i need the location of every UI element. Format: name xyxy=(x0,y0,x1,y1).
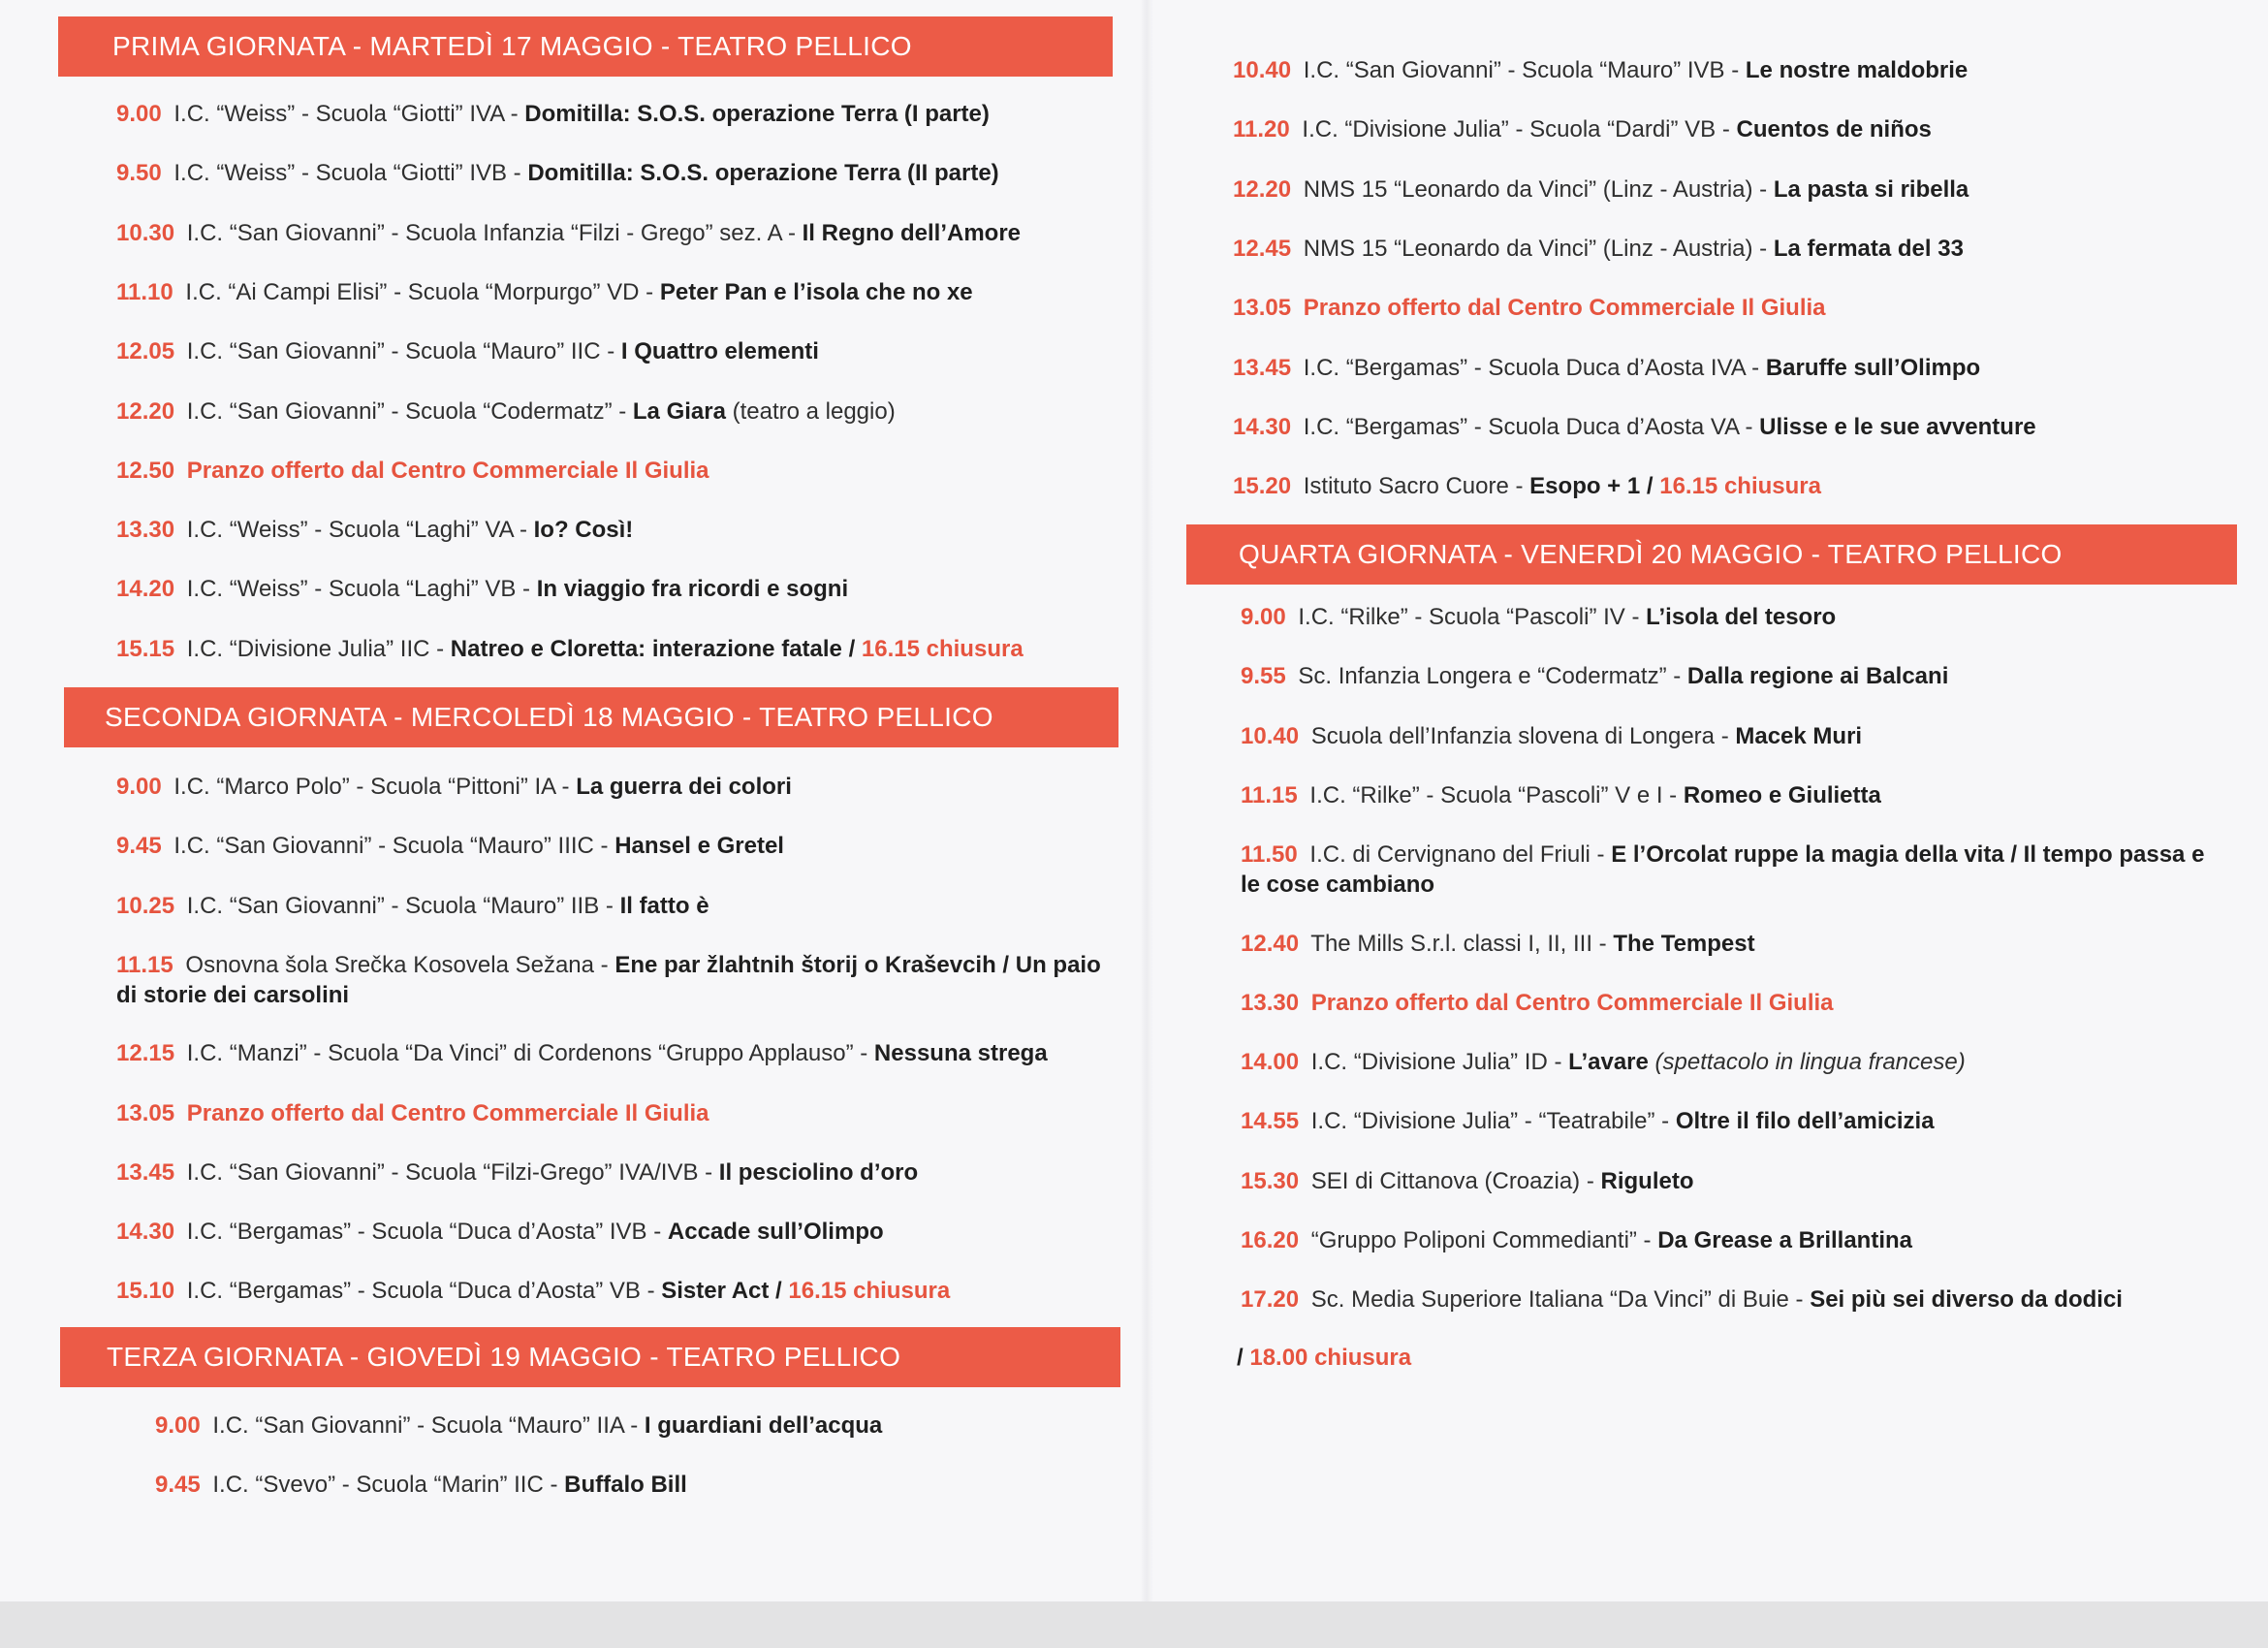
entry-show-title: L’avare xyxy=(1568,1049,1649,1076)
entry-school: I.C. “San Giovanni” - Scuola “Mauro” IIC - xyxy=(186,338,615,365)
entry-time: 12.40 xyxy=(1241,930,1300,957)
program-entry xyxy=(1233,353,1980,383)
program-entry xyxy=(116,891,709,921)
entry-time: 13.45 xyxy=(1233,354,1292,381)
program-entry xyxy=(116,1157,918,1188)
entry-highlight: 16.15 chiusura xyxy=(861,635,1024,662)
entry-show-title: The Tempest xyxy=(1613,930,1755,957)
program-entry xyxy=(1241,1225,1912,1255)
entry-school: I.C. “Bergamas” - Scuola Duca d’Aosta IVA - xyxy=(1303,354,1760,381)
entry-school: “Gruppo Poliponi Commedianti” - xyxy=(1310,1227,1652,1253)
entry-time: 14.00 xyxy=(1241,1049,1300,1076)
entry-time: 12.45 xyxy=(1233,235,1292,262)
entry-school: I.C. “Bergamas” - Scuola Duca d’Aosta VA - xyxy=(1303,413,1753,440)
program-entry xyxy=(116,336,819,366)
program-entry xyxy=(1241,1106,1935,1136)
entry-school: I.C. “San Giovanni” - Scuola “Mauro” IVB - xyxy=(1303,57,1740,83)
entry-time: 12.05 xyxy=(116,338,175,365)
entry-time: 9.55 xyxy=(1241,663,1286,690)
entry-highlight: Pranzo offerto dal Centro Commerciale Il Giulia xyxy=(186,1099,709,1126)
entry-time: 9.00 xyxy=(1241,604,1286,630)
program-entry xyxy=(1233,471,1821,501)
entry-school: I.C. “Weiss” - Scuola “Giotti” IVA - xyxy=(173,101,519,127)
entry-school: I.C. “San Giovanni” - Scuola “Mauro” IIB - xyxy=(186,892,614,919)
entry-school: I.C. “Manzi” - Scuola “Da Vinci” di Cordenons “Gruppo Applauso” - xyxy=(186,1040,868,1067)
program-entry xyxy=(116,772,792,802)
entry-show-title: Romeo e Giulietta xyxy=(1683,781,1881,808)
program-entry xyxy=(116,396,896,427)
entry-time: 10.40 xyxy=(1241,722,1300,749)
entry-school: I.C. “Svevo” - Scuola “Marin” IIC - xyxy=(212,1472,558,1498)
entry-highlight: 16.15 chiusura xyxy=(1659,473,1821,500)
program-entry xyxy=(116,1217,884,1247)
day-4-header xyxy=(1186,524,2237,585)
entry-school: Osnovna šola Srečka Kosovela Sežana - xyxy=(185,951,609,978)
entry-time: 9.45 xyxy=(116,833,162,860)
entry-show-title: Baruffe sull’Olimpo xyxy=(1765,354,1981,381)
entry-school: I.C. “San Giovanni” - Scuola Infanzia “Filzi - Grego” sez. A - xyxy=(186,219,796,246)
day-3-header-text: TERZA GIORNATA - GIOVEDÌ 19 MAGGIO - TEATRO PELLICO xyxy=(107,1342,901,1372)
entry-school: Sc. Media Superiore Italiana “Da Vinci” di Buie - xyxy=(1310,1286,1804,1314)
entry-time: 13.30 xyxy=(1241,989,1300,1016)
day-1-header xyxy=(58,16,1113,77)
entry-show-title: La Giara xyxy=(632,397,726,425)
entry-school: The Mills S.r.l. classi I, II, III - xyxy=(1310,930,1607,957)
entry-time: 13.45 xyxy=(116,1158,175,1186)
entry-time: 9.50 xyxy=(116,160,162,187)
entry-school: I.C. “San Giovanni” - Scuola “Codermatz” - xyxy=(186,397,627,425)
entry-show-title: Peter Pan e l’isola che no xe xyxy=(659,278,973,305)
program-entry xyxy=(1233,55,1968,85)
entry-school: I.C. “Ai Campi Elisi” - Scuola “Morpurgo” VD - xyxy=(185,278,654,305)
entry-school: I.C. “Bergamas” - Scuola “Duca d’Aosta” VB - xyxy=(186,1278,655,1305)
page-fold xyxy=(1140,0,1153,1601)
entry-show-title: Dalla regione ai Balcani xyxy=(1686,663,1949,690)
entry-show-title: Riguleto xyxy=(1600,1167,1694,1194)
entry-note-italic: (spettacolo in lingua francese) xyxy=(1654,1049,1966,1076)
entry-show-title: La pasta si ribella xyxy=(1773,175,1969,203)
entry-school: I.C. “Divisione Julia” ID - xyxy=(1310,1049,1562,1076)
entry-school: Scuola dell’Infanzia slovena di Longera - xyxy=(1310,722,1729,749)
entry-show-title: Esopo + 1 / xyxy=(1529,473,1654,500)
entry-time: 15.10 xyxy=(116,1278,175,1305)
entry-time: 14.20 xyxy=(116,576,175,603)
program-entry xyxy=(116,950,1115,1010)
entry-show-title: Nessuna strega xyxy=(873,1040,1048,1067)
entry-school: NMS 15 “Leonardo da Vinci” (Linz - Austria) - xyxy=(1303,175,1768,203)
program-entry xyxy=(1241,1166,1694,1196)
program-entry xyxy=(1233,293,1826,323)
entry-show-title: I guardiani dell’acqua xyxy=(644,1412,883,1439)
entry-school: Sc. Infanzia Longera e “Codermatz” - xyxy=(1298,663,1682,690)
entry-show-title: Domitilla: S.O.S. operazione Terra (II parte) xyxy=(527,160,999,187)
entry-time: 12.50 xyxy=(116,457,175,484)
day-3-header xyxy=(60,1327,1120,1387)
entry-time: 14.30 xyxy=(116,1219,175,1246)
entry-show-title: Cuentos de niños xyxy=(1736,116,1932,143)
program-entry xyxy=(1233,234,1964,264)
entry-school: I.C. “Marco Polo” - Scuola “Pittoni” IA - xyxy=(173,774,570,800)
program-entry xyxy=(1241,661,1948,691)
entry-show-title: Sister Act / xyxy=(661,1278,782,1305)
entry-school: I.C. “Bergamas” - Scuola “Duca d’Aosta” IVB - xyxy=(186,1219,662,1246)
program-entry xyxy=(116,1098,709,1128)
entry-time: 11.50 xyxy=(1241,841,1298,869)
entry-time: 15.20 xyxy=(1233,473,1292,500)
entry-school: I.C. “Weiss” - Scuola “Giotti” IVB - xyxy=(173,160,521,187)
entry-show-title: Il fatto è xyxy=(619,892,709,919)
entry-time: 15.30 xyxy=(1241,1167,1300,1194)
entry-school: I.C. “San Giovanni” - Scuola “Filzi-Grego” IVA/IVB - xyxy=(186,1158,713,1186)
program-entry xyxy=(1241,840,2210,900)
entry-time: 10.25 xyxy=(116,892,175,919)
program-entry xyxy=(155,1470,687,1500)
entry-time: 15.15 xyxy=(116,635,175,662)
program-entry xyxy=(116,831,784,861)
entry-show-title: Domitilla: S.O.S. operazione Terra (I parte) xyxy=(524,101,990,127)
entry-time: 17.20 xyxy=(1241,1286,1300,1314)
entry-show-title: La fermata del 33 xyxy=(1773,235,1964,262)
entry-show-title: Accade sull’Olimpo xyxy=(667,1219,884,1246)
entry-time: 11.20 xyxy=(1233,116,1290,143)
entry-school: I.C. “Divisione Julia” - Scuola “Dardi” VB - xyxy=(1302,116,1730,143)
entry-time: 11.10 xyxy=(116,278,173,305)
entry-show-title: Oltre il filo dell’amicizia xyxy=(1675,1108,1935,1135)
program-entry xyxy=(1233,114,1932,144)
entry-time: 10.30 xyxy=(116,219,175,246)
entry-show-title: Natreo e Cloretta: interazione fatale / xyxy=(450,635,856,662)
program-entry xyxy=(1233,412,2036,442)
entry-show-title: I Quattro elementi xyxy=(620,338,819,365)
entry-time: 10.40 xyxy=(1233,57,1292,83)
entry-show-title: Sei più sei diverso da dodici xyxy=(1810,1286,2123,1314)
day-4-closing xyxy=(1237,1343,1411,1373)
entry-school: I.C. “Divisione Julia” - “Teatrabile” - xyxy=(1310,1108,1670,1135)
entry-highlight: 16.15 chiusura xyxy=(788,1278,951,1305)
entry-time: 9.00 xyxy=(155,1412,201,1439)
entry-show-title: La guerra dei colori xyxy=(576,774,792,800)
entry-show-title: Macek Muri xyxy=(1735,722,1863,749)
entry-school: I.C. “Rilke” - Scuola “Pascoli” IV - xyxy=(1298,604,1640,630)
entry-show-title: L’isola del tesoro xyxy=(1646,604,1837,630)
entry-school: I.C. “Divisione Julia” IIC - xyxy=(186,635,445,662)
day-2-header-text: SECONDA GIORNATA - MERCOLEDÌ 18 MAGGIO - TEATRO PELLICO xyxy=(105,702,993,732)
entry-time: 12.15 xyxy=(116,1040,175,1067)
entry-show-title: Il Regno dell’Amore xyxy=(802,219,1022,246)
entry-show-title: Le nostre maldobrie xyxy=(1745,57,1969,83)
entry-note: (teatro a leggio) xyxy=(732,397,896,425)
entry-show-title: Ulisse e le sue avventure xyxy=(1759,413,2036,440)
entry-time: 13.30 xyxy=(116,517,175,544)
entry-school: I.C. di Cervignano del Friuli - xyxy=(1309,841,1605,869)
program-entry xyxy=(116,574,848,604)
program-entry xyxy=(116,277,973,307)
entry-school: NMS 15 “Leonardo da Vinci” (Linz - Austria) - xyxy=(1303,235,1768,262)
program-entry xyxy=(116,456,709,486)
entry-time: 9.00 xyxy=(116,101,162,127)
scan-bottom-edge xyxy=(0,1601,2268,1648)
program-entry xyxy=(1241,988,1834,1018)
entry-time: 11.15 xyxy=(116,951,173,978)
program-entry xyxy=(1241,1284,2123,1315)
entry-highlight: Pranzo offerto dal Centro Commerciale Il Giulia xyxy=(186,457,709,484)
program-entry xyxy=(1233,174,1969,205)
entry-time: 11.15 xyxy=(1241,781,1298,808)
program-entry xyxy=(1241,602,1836,632)
day-4-header-text: QUARTA GIORNATA - VENERDÌ 20 MAGGIO - TEATRO PELLICO xyxy=(1239,539,2063,569)
entry-show-title: In viaggio fra ricordi e sogni xyxy=(536,576,849,603)
closing-time: 18.00 chiusura xyxy=(1249,1345,1412,1371)
entry-school: I.C. “Weiss” - Scuola “Laghi” VA - xyxy=(186,517,527,544)
entry-show-title: Da Grease a Brillantina xyxy=(1657,1227,1912,1253)
entry-school: I.C. “Rilke” - Scuola “Pascoli” V e I - xyxy=(1309,781,1678,808)
entry-school: I.C. “Weiss” - Scuola “Laghi” VB - xyxy=(186,576,531,603)
entry-highlight: Pranzo offerto dal Centro Commerciale Il Giulia xyxy=(1310,989,1834,1016)
entry-school: I.C. “San Giovanni” - Scuola “Mauro” IIA - xyxy=(212,1412,639,1439)
entry-time: 13.05 xyxy=(1233,295,1292,322)
program-entry xyxy=(1241,1047,1966,1077)
entry-highlight: Pranzo offerto dal Centro Commerciale Il Giulia xyxy=(1303,295,1826,322)
program-entry xyxy=(116,99,990,129)
program-entry xyxy=(1241,721,1862,751)
program-entry xyxy=(116,1038,1048,1068)
entry-time: 14.30 xyxy=(1233,413,1292,440)
program-entry xyxy=(116,515,633,545)
entry-show-title: Buffalo Bill xyxy=(564,1472,687,1498)
entry-time: 9.45 xyxy=(155,1472,201,1498)
entry-time: 16.20 xyxy=(1241,1227,1300,1253)
entry-show-title: Io? Così! xyxy=(533,517,634,544)
program-entry xyxy=(1241,780,1881,810)
program-entry xyxy=(116,1276,950,1306)
program-entry xyxy=(116,218,1021,248)
entry-time: 9.00 xyxy=(116,774,162,800)
day-1-header-text: PRIMA GIORNATA - MARTEDÌ 17 MAGGIO - TEATRO PELLICO xyxy=(112,31,912,61)
closing-slash: / xyxy=(1237,1345,1244,1371)
entry-school: I.C. “San Giovanni” - Scuola “Mauro” IIIC - xyxy=(173,833,609,860)
entry-time: 13.05 xyxy=(116,1099,175,1126)
entry-show-title: Hansel e Gretel xyxy=(614,833,784,860)
program-entry xyxy=(155,1410,882,1441)
entry-school: Istituto Sacro Cuore - xyxy=(1303,473,1524,500)
program-entry xyxy=(116,634,1024,664)
day-2-header xyxy=(64,687,1118,747)
entry-show-title: Ene par žlahtnih štorij o Kraševcih / Un paio di storie dei carsolini xyxy=(116,951,1101,1008)
program-entry xyxy=(1241,929,1755,959)
entry-school: SEI di Cittanova (Croazia) - xyxy=(1310,1167,1594,1194)
entry-show-title: Il pesciolino d’oro xyxy=(718,1158,919,1186)
entry-show-title: E l’Orcolat ruppe la magia della vita / Il tempo passa e le cose cambiano xyxy=(1241,841,2205,899)
program-entry xyxy=(116,158,999,188)
entry-time: 14.55 xyxy=(1241,1108,1300,1135)
entry-time: 12.20 xyxy=(1233,175,1292,203)
entry-time: 12.20 xyxy=(116,397,175,425)
